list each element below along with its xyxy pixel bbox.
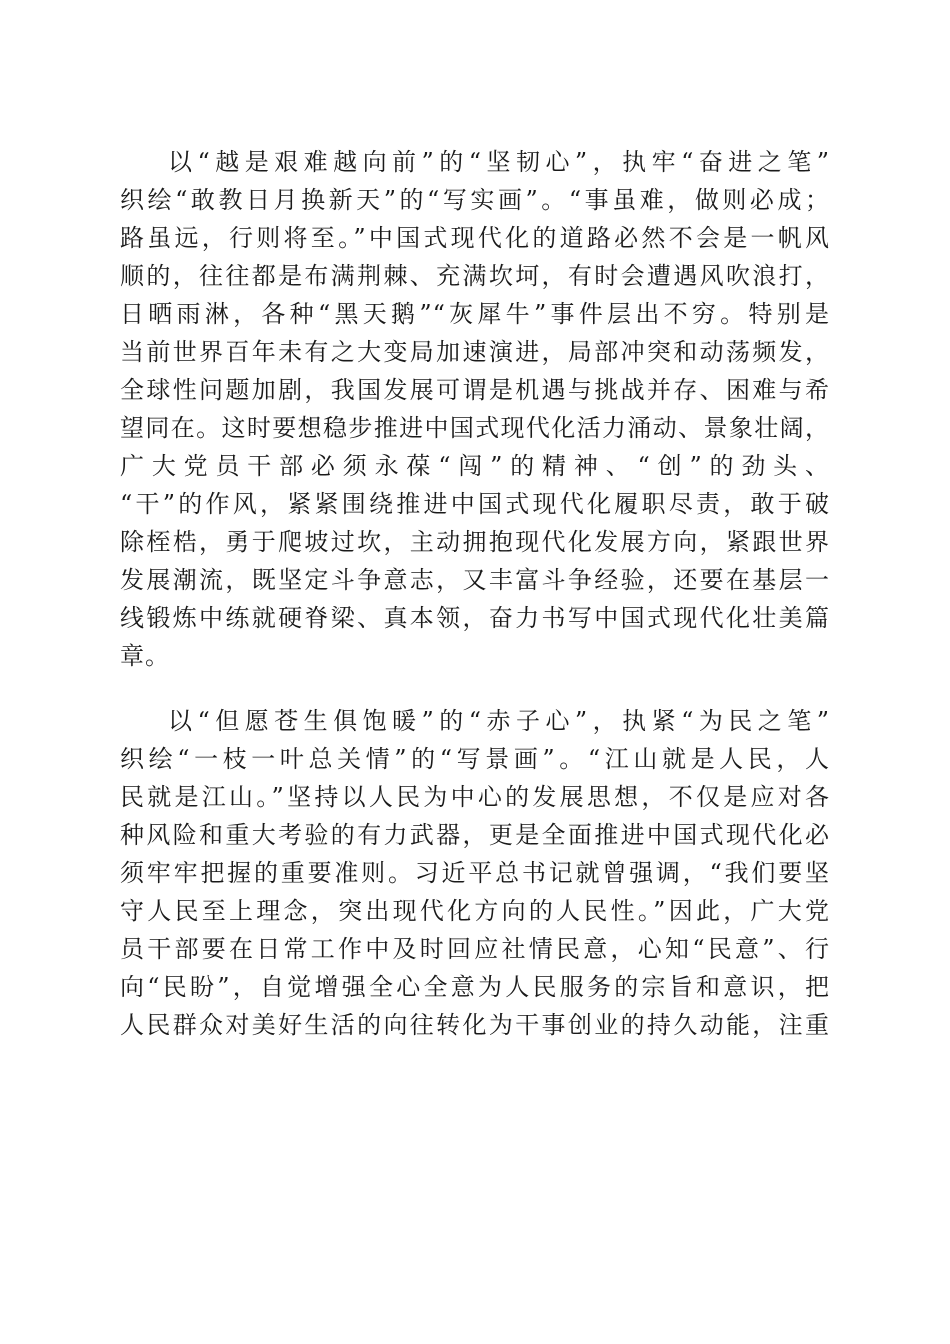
paragraph-line: 路虽远，行则将至。”中国式现代化的道路必然不会是一帆风 (120, 224, 830, 252)
paragraph-line: 章。 (120, 642, 170, 670)
paragraph-line: 除桎梏，勇于爬坡过坎，主动拥抱现代化发展方向，紧跟世界 (120, 528, 830, 556)
paragraph-line: 向“民盼”，自觉增强全心全意为人民服务的宗旨和意识，把 (120, 973, 830, 1001)
paragraph-line: 以“但愿苍生俱饱暖”的“赤子心”，执紧“为民之笔” (168, 707, 830, 735)
paragraph-line: 当前世界百年未有之大变局加速演进，局部冲突和动荡频发， (120, 338, 830, 366)
paragraph-line: “干”的作风，紧紧围绕推进中国式现代化履职尽责，敢于破 (120, 490, 830, 518)
paragraph-line: 望同在。这时要想稳步推进中国式现代化活力涌动、景象壮阔， (120, 414, 830, 442)
paragraph-line: 线锻炼中练就硬脊梁、真本领，奋力书写中国式现代化壮美篇 (120, 604, 830, 632)
paragraph-line: 人民群众对美好生活的向往转化为干事创业的持久动能，注重 (120, 1011, 830, 1039)
paragraph-line: 员干部要在日常工作中及时回应社情民意，心知“民意”、行 (120, 935, 830, 963)
paragraph-line: 民就是江山。”坚持以人民为中心的发展思想，不仅是应对各 (120, 783, 830, 811)
paragraph-line: 发展潮流，既坚定斗争意志，又丰富斗争经验，还要在基层一 (120, 566, 830, 594)
paragraph-line: 守人民至上理念，突出现代化方向的人民性。”因此，广大党 (120, 897, 830, 925)
paragraph-line: 日晒雨淋，各种“黑天鹅”“灰犀牛”事件层出不穷。特别是 (120, 300, 830, 328)
paragraph-line: 织绘“一枝一叶总关情”的“写景画”。“江山就是人民，人 (120, 745, 830, 773)
paragraph-1 (120, 143, 830, 675)
paragraph-line: 广大党员干部必须永葆“闯”的精神、“创”的劲头、 (120, 452, 830, 480)
paragraph-line: 须牢牢把握的重要准则。习近平总书记就曾强调，“我们要坚 (120, 859, 830, 887)
paragraph-line: 种风险和重大考验的有力武器，更是全面推进中国式现代化必 (120, 821, 830, 849)
paragraph-line: 全球性问题加剧，我国发展可谓是机遇与挑战并存、困难与希 (120, 376, 830, 404)
paragraph-2 (120, 702, 830, 1044)
paragraph-line: 顺的，往往都是布满荆棘、充满坎坷，有时会遭遇风吹浪打， (120, 262, 830, 290)
paragraph-line: 织绘“敢教日月换新天”的“写实画”。“事虽难，做则必成； (120, 186, 830, 214)
paragraph-line: 以“越是艰难越向前”的“坚韧心”，执牢“奋进之笔” (168, 148, 830, 176)
